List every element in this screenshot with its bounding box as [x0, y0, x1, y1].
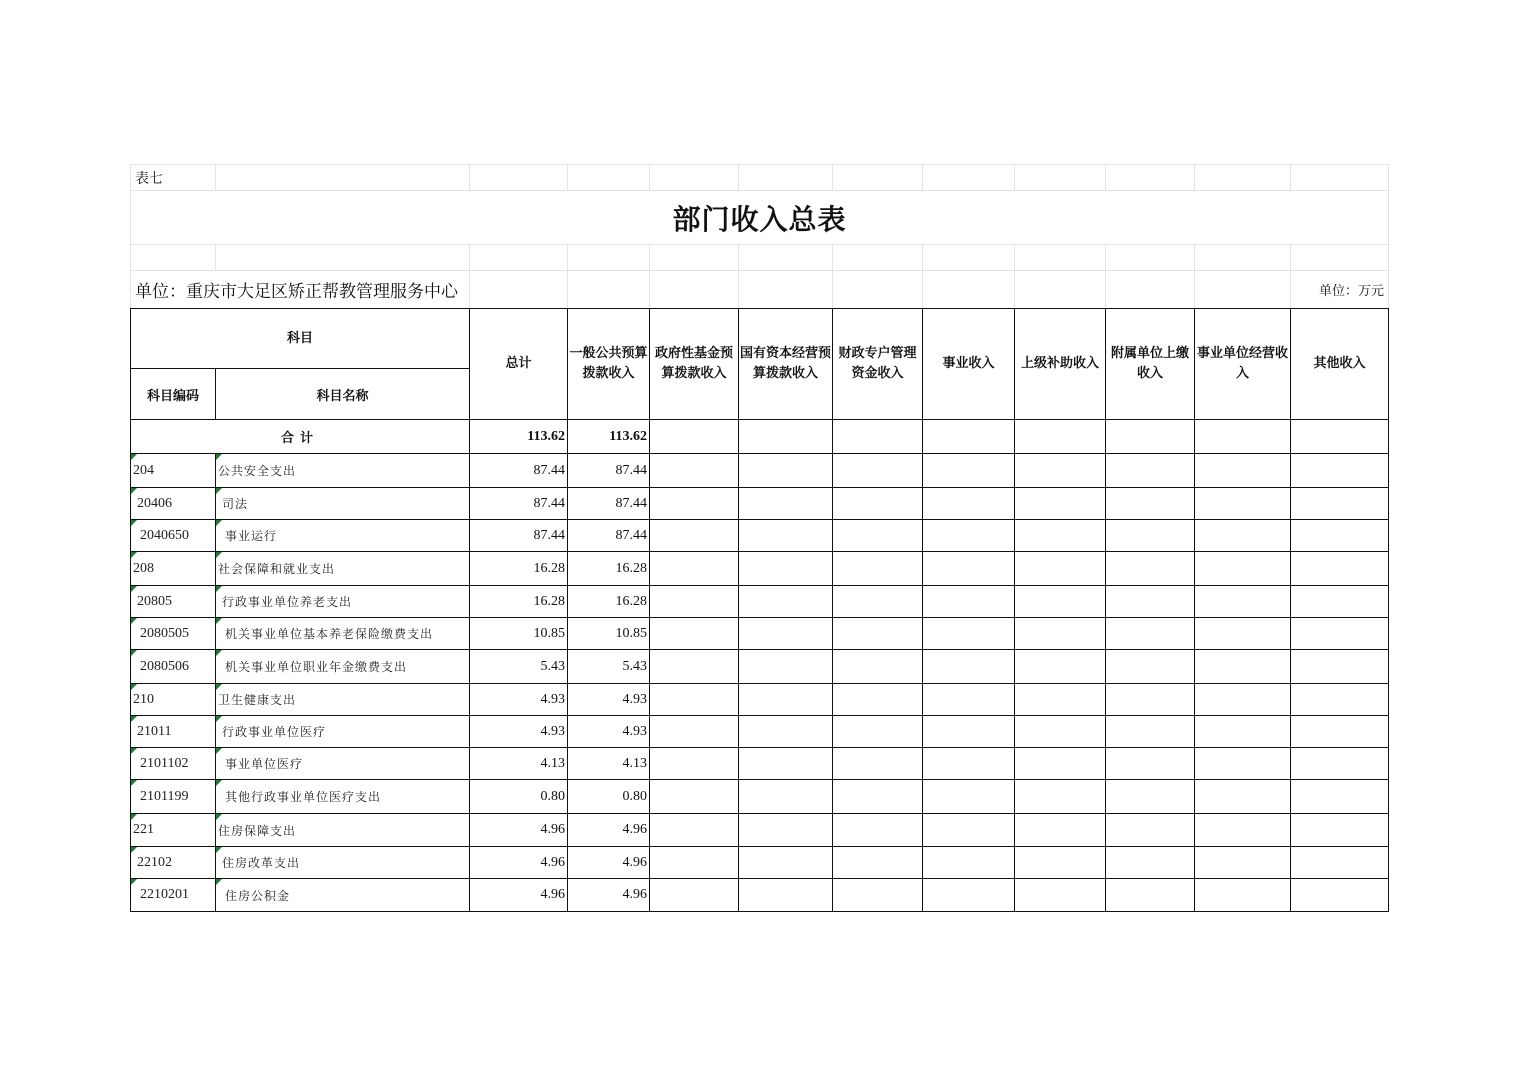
- row-general-budget: 16.28: [568, 586, 650, 618]
- empty-cell: [650, 684, 739, 716]
- empty-cell: [1106, 618, 1195, 650]
- empty-cell: [833, 586, 923, 618]
- row-general-budget: 4.13: [568, 748, 650, 780]
- row-total: 0.80: [470, 780, 568, 814]
- empty-cell: [739, 716, 833, 748]
- empty-cell: [739, 684, 833, 716]
- empty-cell: [923, 684, 1015, 716]
- row-general-budget: 4.96: [568, 879, 650, 912]
- subject-code: 2080506: [131, 650, 216, 684]
- empty-cell: [739, 780, 833, 814]
- empty-cell: [923, 716, 1015, 748]
- empty-cell: [1015, 847, 1106, 879]
- empty-cell: [923, 586, 1015, 618]
- header-subject: 科目: [131, 309, 470, 369]
- total-row: [131, 420, 1389, 454]
- empty-cell: [1015, 879, 1106, 912]
- row-total: 16.28: [470, 586, 568, 618]
- empty-cell: [923, 814, 1015, 847]
- row-total: 4.93: [470, 684, 568, 716]
- subject-code: 20406: [131, 488, 216, 520]
- subject-name: 事业运行: [216, 520, 470, 552]
- empty-cell: [833, 814, 923, 847]
- row-general-budget: 87.44: [568, 488, 650, 520]
- table-row: [131, 586, 1389, 618]
- empty-cell: [833, 780, 923, 814]
- row-general-budget: 4.96: [568, 847, 650, 879]
- subject-name: 司法: [216, 488, 470, 520]
- table-row: [131, 488, 1389, 520]
- empty-cell: [1195, 814, 1291, 847]
- subject-code: 221: [131, 814, 216, 847]
- empty-cell: [1195, 618, 1291, 650]
- subject-code: 22102: [131, 847, 216, 879]
- spreadsheet: [130, 164, 1389, 912]
- total-general-budget: 113.62: [568, 420, 650, 454]
- empty-cell: [1195, 552, 1291, 586]
- row-total: 4.13: [470, 748, 568, 780]
- table-row: [131, 454, 1389, 488]
- row-total: 16.28: [470, 552, 568, 586]
- row-total: 87.44: [470, 454, 568, 488]
- empty-cell: [1195, 847, 1291, 879]
- empty-cell: [1291, 552, 1389, 586]
- empty-cell: [833, 748, 923, 780]
- empty-cell: [923, 650, 1015, 684]
- row-total: 87.44: [470, 520, 568, 552]
- subject-name: 行政事业单位养老支出: [216, 586, 470, 618]
- empty-cell: [650, 748, 739, 780]
- empty-cell: [1291, 454, 1389, 488]
- row-general-budget: 10.85: [568, 618, 650, 650]
- empty-cell: [739, 748, 833, 780]
- table-row: [131, 520, 1389, 552]
- table-row: [131, 716, 1389, 748]
- empty-cell: [923, 748, 1015, 780]
- empty-cell: [923, 520, 1015, 552]
- empty-cell: [833, 552, 923, 586]
- empty-cell: [739, 488, 833, 520]
- empty-cell: [1106, 586, 1195, 618]
- subject-code: 2101199: [131, 780, 216, 814]
- empty-cell: [739, 879, 833, 912]
- empty-cell: [1106, 716, 1195, 748]
- subject-code: 21011: [131, 716, 216, 748]
- header-other-income: 其他收入: [1291, 309, 1389, 420]
- empty-cell: [739, 814, 833, 847]
- table-row: [131, 780, 1389, 814]
- row-total: 87.44: [470, 488, 568, 520]
- table-row: [131, 650, 1389, 684]
- empty-cell: [1195, 748, 1291, 780]
- empty-cell: [1291, 748, 1389, 780]
- income-table: [130, 308, 1389, 912]
- empty-cell: [923, 552, 1015, 586]
- empty-cell: [1291, 586, 1389, 618]
- empty-cell: [1106, 879, 1195, 912]
- empty-cell: [739, 520, 833, 552]
- empty-cell: [833, 684, 923, 716]
- row-total: 5.43: [470, 650, 568, 684]
- empty-cell: [650, 814, 739, 847]
- empty-cell: [1291, 684, 1389, 716]
- subject-name: 行政事业单位医疗: [216, 716, 470, 748]
- empty-cell: [833, 716, 923, 748]
- empty-cell: [650, 618, 739, 650]
- subject-name: 住房改革支出: [216, 847, 470, 879]
- empty-cell: [923, 618, 1015, 650]
- table-row: [131, 847, 1389, 879]
- empty-cell: [739, 586, 833, 618]
- subject-name: 其他行政事业单位医疗支出: [216, 780, 470, 814]
- subject-code: 20805: [131, 586, 216, 618]
- row-total: 10.85: [470, 618, 568, 650]
- sheet-label: 表七: [131, 165, 216, 191]
- empty-cell: [1291, 879, 1389, 912]
- page-title: 部门收入总表: [131, 191, 1389, 245]
- empty-cell: [650, 780, 739, 814]
- empty-cell: [650, 552, 739, 586]
- empty-cell: [1106, 488, 1195, 520]
- empty-cell: [1015, 780, 1106, 814]
- empty-cell: [833, 650, 923, 684]
- empty-cell: [1291, 650, 1389, 684]
- empty-cell: [739, 454, 833, 488]
- subject-name: 社会保障和就业支出: [216, 552, 470, 586]
- row-total: 4.93: [470, 716, 568, 748]
- header-code: 科目编码: [131, 369, 216, 420]
- empty-cell: [1015, 488, 1106, 520]
- subject-name: 住房保障支出: [216, 814, 470, 847]
- row-general-budget: 87.44: [568, 454, 650, 488]
- empty-cell: [739, 650, 833, 684]
- header-special-account: 财政专户管理资金收入: [833, 309, 923, 420]
- empty-cell: [1195, 586, 1291, 618]
- subject-name: 机关事业单位基本养老保险缴费支出: [216, 618, 470, 650]
- row-total: 4.96: [470, 847, 568, 879]
- empty-cell: [1015, 716, 1106, 748]
- row-total: 4.96: [470, 814, 568, 847]
- empty-cell: [1291, 780, 1389, 814]
- empty-cell: [1195, 520, 1291, 552]
- empty-cell: [1015, 814, 1106, 847]
- empty-cell: [1106, 520, 1195, 552]
- empty-cell: [833, 847, 923, 879]
- empty-cell: [1291, 814, 1389, 847]
- empty-cell: [833, 488, 923, 520]
- table-row: [131, 879, 1389, 912]
- sheet-header-grid: [130, 164, 1389, 309]
- subject-name: 事业单位医疗: [216, 748, 470, 780]
- empty-cell: [1106, 552, 1195, 586]
- row-general-budget: 5.43: [568, 650, 650, 684]
- header-subsidiary-income: 附属单位上缴收入: [1106, 309, 1195, 420]
- empty-cell: [833, 618, 923, 650]
- empty-cell: [833, 454, 923, 488]
- subject-name: 住房公积金: [216, 879, 470, 912]
- subject-code: 208: [131, 552, 216, 586]
- empty-cell: [650, 586, 739, 618]
- empty-cell: [650, 716, 739, 748]
- row-general-budget: 0.80: [568, 780, 650, 814]
- unit-currency: 单位：万元: [1291, 271, 1389, 309]
- empty-cell: [923, 454, 1015, 488]
- empty-cell: [1195, 780, 1291, 814]
- empty-cell: [650, 879, 739, 912]
- empty-cell: [1015, 618, 1106, 650]
- row-general-budget: 4.93: [568, 716, 650, 748]
- empty-cell: [650, 488, 739, 520]
- subject-code: 204: [131, 454, 216, 488]
- empty-cell: [1195, 684, 1291, 716]
- empty-cell: [650, 650, 739, 684]
- header-general-budget: 一般公共预算拨款收入: [568, 309, 650, 420]
- subject-name: 卫生健康支出: [216, 684, 470, 716]
- empty-cell: [650, 847, 739, 879]
- row-total: 4.96: [470, 879, 568, 912]
- empty-cell: [1106, 780, 1195, 814]
- row-general-budget: 16.28: [568, 552, 650, 586]
- empty-cell: [1195, 716, 1291, 748]
- empty-cell: [1291, 847, 1389, 879]
- row-general-budget: 87.44: [568, 520, 650, 552]
- unit-organization: 单位：重庆市大足区矫正帮教管理服务中心: [131, 271, 470, 309]
- empty-cell: [1015, 748, 1106, 780]
- empty-cell: [1195, 879, 1291, 912]
- empty-cell: [923, 847, 1015, 879]
- header-business-income: 事业收入: [923, 309, 1015, 420]
- empty-cell: [1195, 454, 1291, 488]
- header-total: 总计: [470, 309, 568, 420]
- empty-cell: [833, 879, 923, 912]
- empty-cell: [1106, 814, 1195, 847]
- header-superior-subsidy: 上级补助收入: [1015, 309, 1106, 420]
- table-row: [131, 684, 1389, 716]
- empty-cell: [1106, 748, 1195, 780]
- subject-name: 公共安全支出: [216, 454, 470, 488]
- subject-code: 2080505: [131, 618, 216, 650]
- subject-code: 2210201: [131, 879, 216, 912]
- table-row: [131, 618, 1389, 650]
- empty-cell: [1015, 684, 1106, 716]
- total-label: 合计: [131, 420, 470, 454]
- header-state-owned: 国有资本经营预算拨款收入: [739, 309, 833, 420]
- subject-name: 机关事业单位职业年金缴费支出: [216, 650, 470, 684]
- subject-code: 210: [131, 684, 216, 716]
- empty-cell: [923, 488, 1015, 520]
- empty-cell: [1291, 618, 1389, 650]
- empty-cell: [1291, 520, 1389, 552]
- empty-cell: [1015, 650, 1106, 684]
- empty-cell: [1106, 650, 1195, 684]
- header-operating-income: 事业单位经营收入: [1195, 309, 1291, 420]
- total-amount: 113.62: [470, 420, 568, 454]
- empty-cell: [923, 879, 1015, 912]
- empty-cell: [1106, 684, 1195, 716]
- table-row: [131, 552, 1389, 586]
- row-general-budget: 4.93: [568, 684, 650, 716]
- empty-cell: [923, 780, 1015, 814]
- subject-code: 2101102: [131, 748, 216, 780]
- table-row: [131, 814, 1389, 847]
- table-row: [131, 748, 1389, 780]
- empty-cell: [1015, 454, 1106, 488]
- empty-cell: [1195, 650, 1291, 684]
- empty-cell: [1291, 716, 1389, 748]
- subject-code: 2040650: [131, 520, 216, 552]
- empty-cell: [739, 618, 833, 650]
- empty-cell: [650, 520, 739, 552]
- empty-cell: [650, 454, 739, 488]
- empty-cell: [1106, 454, 1195, 488]
- empty-cell: [1015, 520, 1106, 552]
- header-gov-fund: 政府性基金预算拨款收入: [650, 309, 739, 420]
- empty-cell: [739, 847, 833, 879]
- empty-cell: [1195, 488, 1291, 520]
- empty-cell: [739, 552, 833, 586]
- empty-cell: [833, 520, 923, 552]
- row-general-budget: 4.96: [568, 814, 650, 847]
- empty-cell: [1015, 552, 1106, 586]
- header-name: 科目名称: [216, 369, 470, 420]
- empty-cell: [1106, 847, 1195, 879]
- empty-cell: [1015, 586, 1106, 618]
- empty-cell: [1291, 488, 1389, 520]
